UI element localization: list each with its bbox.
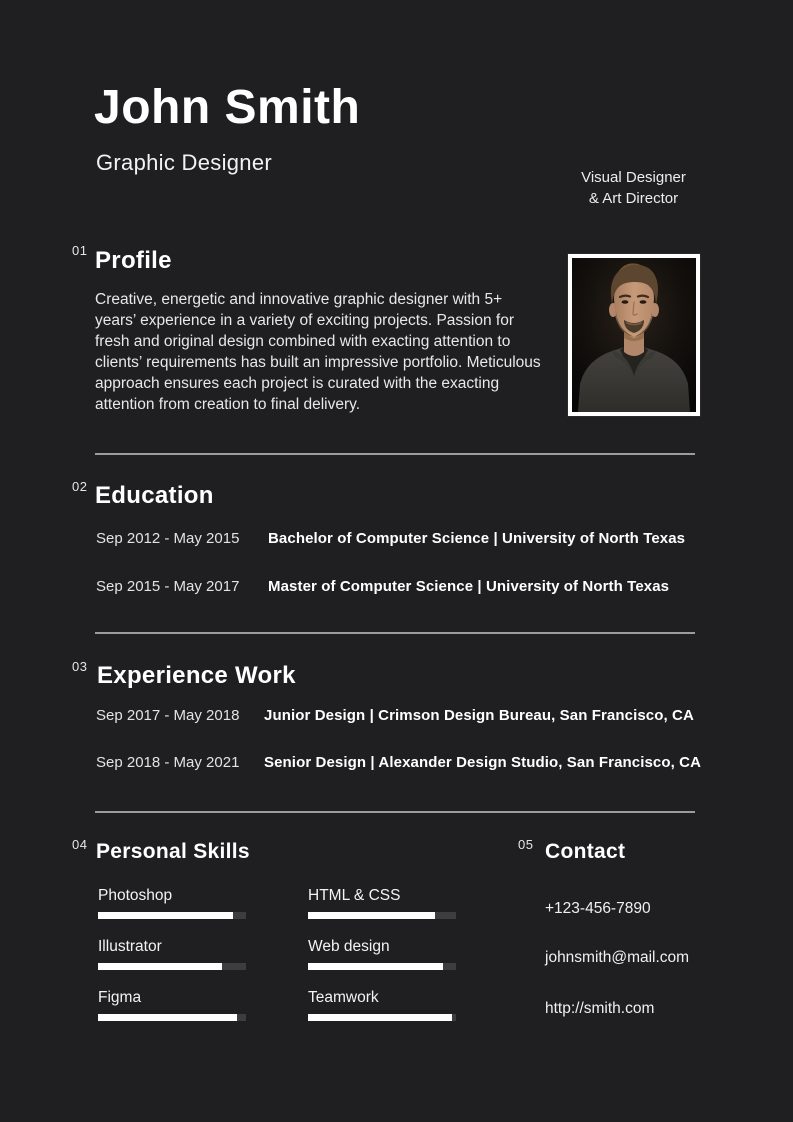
experience-role: Junior Design | Crimson Design Bureau, San Francisco, CA (264, 707, 694, 724)
portrait-illustration (572, 258, 696, 412)
skill-item (308, 887, 456, 919)
section-number-profile: 01 (72, 243, 88, 258)
person-name: John Smith (94, 81, 361, 134)
experience-dates: Sep 2018 - May 2021 (96, 754, 240, 771)
skill-bar-fill (98, 912, 233, 919)
section-title-profile: Profile (95, 247, 172, 274)
skill-name: Illustrator (98, 938, 162, 955)
education-dates: Sep 2015 - May 2017 (96, 578, 240, 595)
section-title-skills: Personal Skills (96, 840, 250, 863)
section-number-skills: 04 (72, 837, 88, 852)
skill-bar (308, 963, 456, 970)
skill-bar (98, 963, 246, 970)
skill-item (98, 938, 246, 970)
section-number-experience: 03 (72, 659, 88, 674)
divider (95, 811, 695, 813)
tagline-line-2: & Art Director (588, 190, 679, 207)
skill-bar (308, 912, 456, 919)
experience-dates: Sep 2017 - May 2018 (96, 707, 240, 724)
skill-item (98, 887, 246, 919)
tagline-line-1: Visual Designer (581, 169, 686, 186)
section-title-experience: Experience Work (97, 662, 296, 689)
skill-name: Teamwork (308, 989, 379, 1006)
divider (95, 453, 695, 455)
section-number-contact: 05 (518, 837, 534, 852)
section-title-education: Education (95, 482, 214, 509)
education-degree: Master of Computer Science | University of North Texas (268, 578, 670, 595)
experience-role: Senior Design | Alexander Design Studio, San Francisco, CA (264, 754, 702, 771)
skill-bar (98, 912, 246, 919)
skill-bar-fill (308, 1014, 452, 1021)
skill-item (98, 989, 246, 1021)
skill-item (308, 989, 456, 1021)
skill-bar-fill (98, 963, 222, 970)
skill-name: Web design (308, 938, 390, 955)
education-dates: Sep 2012 - May 2015 (96, 530, 240, 547)
section-number-education: 02 (72, 479, 88, 494)
skill-bar (308, 1014, 456, 1021)
contact-email: johnsmith@mail.com (545, 949, 690, 966)
skill-item (308, 938, 456, 970)
divider (95, 632, 695, 634)
profile-text: Creative, energetic and innovative graphic designer with 5+ years’ experience in a variety of exciting projects. Passion for fresh and original design combined with exacting attention to clients’ requirements has built an impressive portfolio. Meticulous approach ensures each project is curated with the exacting attention from creation to final delivery. (95, 291, 541, 413)
person-role: Graphic Designer (96, 150, 272, 175)
skill-bar-fill (98, 1014, 237, 1021)
contact-website: http://smith.com (545, 1000, 655, 1017)
skill-bar (98, 1014, 246, 1021)
tagline (556, 167, 711, 209)
section-title-contact: Contact (545, 840, 626, 863)
education-degree: Bachelor of Computer Science | University of North Texas (268, 530, 686, 547)
skill-bar-fill (308, 963, 443, 970)
skill-name: HTML & CSS (308, 887, 401, 904)
contact-phone: +123-456-7890 (545, 900, 651, 917)
profile-photo (568, 254, 700, 416)
skill-bar-fill (308, 912, 435, 919)
skill-name: Figma (98, 989, 142, 1006)
skill-name: Photoshop (98, 887, 173, 904)
